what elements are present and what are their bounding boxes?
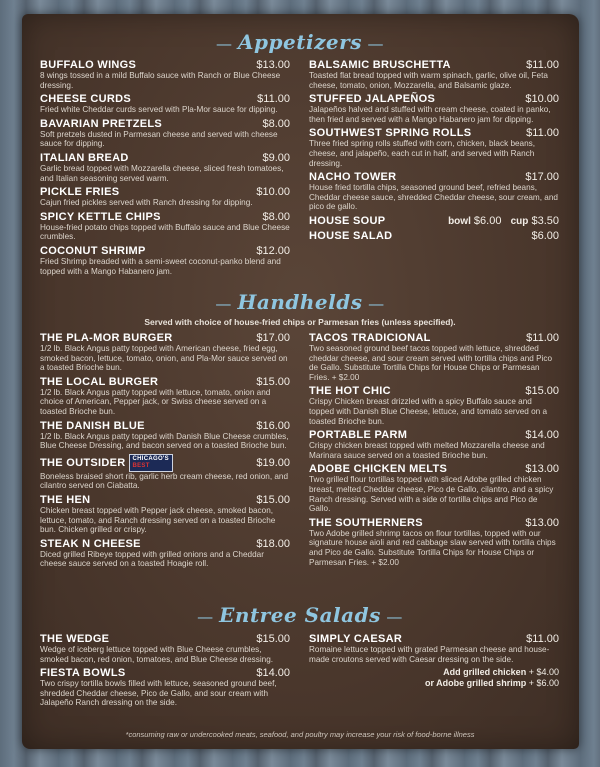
- item-description: Two Adobe grilled shrimp tacos on flour tortillas, topped with our signature house aioli and red cabbage slaw served with tortilla chips and Pico de Gallo. Substitute Tortilla Chips for House Chips or Parmesan Fries. + $2.00: [309, 528, 556, 567]
- item-price: $11.00: [526, 332, 559, 344]
- item-description: Three fried spring rolls stuffed with corn, chicken, black beans, cheese, and jalapeño, each cut in half, and served with Ranch dressing.: [309, 139, 536, 168]
- item-name: [309, 463, 447, 475]
- item-name: [40, 420, 145, 432]
- menu-item: [40, 454, 290, 491]
- item-price: $11.00: [526, 59, 559, 71]
- item-description: Soft pretzels dusted in Parmesan cheese and served with cheese sauce for dipping.: [40, 129, 278, 149]
- item-name-text: PICKLE FRIES: [40, 186, 120, 199]
- item-name: [40, 494, 90, 506]
- item-name: [40, 93, 131, 105]
- menu-item: [40, 211, 290, 242]
- item-name-text: STUFFED JALAPEÑOS: [309, 93, 436, 106]
- item-name-text: ITALIAN BREAD: [40, 151, 129, 164]
- item-name: [309, 633, 402, 645]
- item-name-text: BUFFALO WINGS: [40, 59, 137, 71]
- item-price: $14.00: [525, 429, 559, 442]
- item-name-text: SPICY KETTLE CHIPS: [40, 210, 161, 223]
- menu-item: [40, 186, 290, 208]
- item-description: Toasted flat bread topped with warm spinach, garlic, olive oil, Feta cheese, tomato, onion, Mozzarella, and Balsamic glaze.: [309, 71, 548, 90]
- item-description: Fried Shrimp breaded with a semi-sweet coconut-panko blend and topped with a Mango Habanero jam.: [40, 256, 281, 276]
- addon-chicken-label: Add grilled chicken: [443, 667, 527, 678]
- menu-item: [309, 429, 559, 460]
- item-description: Two seasoned ground beef tacos topped with lettuce, shredded cheddar cheese, and sour cream served with tortilla chips and Pico de Gallo. Substitute Tortilla Chips for House Chips or Parmesan Fries. + $2.00: [309, 344, 553, 382]
- item-description: 1/2 lb. Black Angus patty topped with American cheese, fried egg, smoked bacon, lettuce, tomato, onion, and Pla-Mor sauce served on a toasted Brioche bun.: [40, 344, 288, 373]
- cup-price: $3.50: [531, 214, 559, 227]
- salads-heading: — Entree Salads —: [197, 603, 403, 627]
- item-name: [40, 376, 158, 388]
- menu-item: [40, 152, 290, 183]
- item-name: [309, 93, 435, 105]
- item-price: $8.00: [262, 210, 290, 223]
- item-name-text: CHEESE CURDS: [40, 93, 132, 106]
- item-description: 8 wings tossed in a mild Buffalo sauce with Ranch or Blue Cheese dressing.: [40, 71, 281, 90]
- handhelds-heading: — Handhelds —: [215, 290, 385, 314]
- salad-addons: [309, 667, 559, 689]
- item-price: $14.00: [256, 667, 290, 680]
- handhelds-left-column: [40, 332, 290, 572]
- item-name-text: THE HEN: [40, 493, 91, 506]
- soup-prices: [448, 215, 559, 227]
- menu-item: [40, 59, 290, 90]
- item-name-text: SIMPLY CAESAR: [309, 633, 403, 645]
- menu-item: [309, 215, 559, 227]
- item-name: [309, 517, 423, 529]
- menu-item: [309, 230, 559, 242]
- menu-item: [40, 667, 290, 708]
- menu-item: [40, 118, 290, 149]
- menu-item: [309, 633, 559, 664]
- item-price: $17.00: [525, 171, 559, 184]
- item-name-text: THE SOUTHERNERS: [309, 516, 423, 529]
- item-price: $19.00: [256, 456, 290, 469]
- item-price: $8.00: [262, 117, 290, 130]
- menu-item: [40, 93, 290, 115]
- item-name: [40, 633, 109, 645]
- menu-item: [309, 385, 559, 426]
- item-description: Garlic bread topped with Mozzarella cheese, sliced fresh tomatoes, and Italian seasoning served warm.: [40, 163, 284, 183]
- bowl-label: bowl: [448, 215, 471, 227]
- menu-item: [309, 59, 559, 90]
- item-name: [309, 385, 391, 397]
- item-name: [40, 186, 119, 198]
- addon-shrimp-price: + $6.00: [528, 678, 559, 689]
- item-name: HOUSE SOUP: [309, 214, 386, 227]
- menu-item: [40, 376, 290, 417]
- item-description: Wedge of iceberg lettuce topped with Blue Cheese crumbles, smoked bacon, red onion, tomatoes, and Blue Cheese dressing.: [40, 645, 274, 664]
- item-description: Jalapeños halved and stuffed with cream cheese, coated in panko, then fried and served with a Mango Habanero jam for dipping.: [309, 105, 551, 124]
- menu-item: [40, 538, 290, 569]
- item-description: House-fried potato chips topped with Buffalo sauce and Blue Cheese crumbles.: [40, 222, 290, 242]
- item-price: $10.00: [525, 93, 559, 106]
- item-description: 1/2 lb. Black Angus patty topped with lettuce, tomato, onion and choice of American, Pepper jack, or Swiss cheese served on a toasted Brioche bun.: [40, 387, 271, 416]
- appetizers-right-column: [309, 59, 559, 245]
- item-price: $15.00: [256, 633, 290, 645]
- menu-item: [40, 420, 290, 451]
- chicagos-best-badge: [129, 454, 173, 472]
- food-safety-disclaimer: *consuming raw or undercooked meats, seafood, and poultry may increase your risk of food-borne illness: [125, 730, 475, 739]
- bowl-price: $6.00: [473, 214, 502, 227]
- item-name: [309, 429, 407, 441]
- menu-item: [309, 517, 559, 567]
- item-name-text: NACHO TOWER: [309, 171, 397, 184]
- item-name-text: THE HOT CHIC: [309, 385, 391, 398]
- item-name: [40, 211, 161, 223]
- item-name: [309, 171, 396, 183]
- item-name: [40, 59, 136, 71]
- item-name: HOUSE SALAD: [309, 229, 393, 242]
- item-name: [40, 332, 173, 344]
- menu-item: [309, 171, 559, 212]
- item-price: $9.00: [262, 151, 290, 164]
- item-description: Crispy Chicken breast drizzled with a spicy Buffalo sauce and topped with Danish Blue Cheese, lettuce, and tomato served on a toasted Brioche bun.: [309, 397, 548, 426]
- item-description: Fried white Cheddar curds served with Pla-Mor sauce for dipping.: [40, 105, 278, 115]
- menu-item: [40, 494, 290, 535]
- item-description: Romaine lettuce topped with grated Parmesan cheese and house-made croutons served with Caesar dressing on the side.: [309, 645, 550, 664]
- item-price: $11.00: [526, 633, 559, 645]
- item-price: $17.00: [256, 332, 290, 344]
- item-name-text: THE WEDGE: [40, 633, 110, 645]
- handhelds-title: Handhelds: [237, 290, 363, 314]
- item-description: Two crispy tortilla bowls filled with lettuce, seasoned ground beef, shredded Cheddar cheese, Pico de Gallo, and sour cream with Jalapeño Ranch dressing on the side.: [40, 679, 277, 708]
- badge-top-text: CHICAGO'S: [132, 455, 169, 462]
- menu-item: [40, 245, 290, 276]
- item-description: Chicken breast topped with Pepper jack cheese, smoked bacon, lettuce, tomato, and Ranch dressing served on a toasted Brioche bun. Chicken grilled or crispy.: [40, 505, 276, 535]
- item-price: $12.00: [256, 244, 290, 257]
- item-name: [309, 127, 471, 139]
- item-name-text: BALSAMIC BRUSCHETTA: [309, 59, 451, 71]
- item-price: $11.00: [257, 93, 290, 106]
- item-name: [309, 59, 451, 71]
- item-name: [40, 118, 162, 130]
- item-name-text: ADOBE CHICKEN MELTS: [309, 463, 448, 476]
- item-price: $15.00: [256, 375, 290, 388]
- item-price: $6.00: [531, 229, 559, 242]
- appetizers-title: Appetizers: [238, 30, 362, 54]
- item-price: $10.00: [256, 186, 290, 199]
- item-name-text: TACOS TRADICIONAL: [309, 332, 431, 344]
- item-price: $15.00: [525, 385, 559, 398]
- item-name: [40, 245, 146, 257]
- item-description: 1/2 lb. Black Angus patty topped with Danish Blue Cheese crumbles, Blue Cheese Dressing, and bacon served on a toasted Brioche bun.: [40, 431, 289, 451]
- badge-bottom-text: BEST: [132, 462, 150, 469]
- item-description: House fried tortilla chips, seasoned ground beef, refried beans, Cheddar cheese sauce, shredded Cheddar cheese, sour cream, and pico de gallo.: [309, 183, 558, 212]
- item-description: Crispy chicken breast topped with melted Mozzarella cheese and Marinara sauce served on a toasted Brioche bun.: [309, 441, 545, 460]
- addon-shrimp-label: or Adobe grilled shrimp: [425, 678, 527, 689]
- item-name-text: THE OUTSIDER: [40, 456, 126, 469]
- item-name-text: THE LOCAL BURGER: [40, 375, 159, 388]
- item-price: $15.00: [256, 493, 290, 506]
- item-price: $16.00: [256, 419, 290, 432]
- menu-item: [309, 332, 559, 382]
- item-description: Boneless braised short rib, garlic herb cream cheese, red onion, and cilantro served on Ciabatta.: [40, 471, 289, 491]
- addon-chicken-price: + $4.00: [528, 667, 559, 678]
- item-price: $13.00: [525, 516, 559, 529]
- salads-right-column: [309, 633, 559, 689]
- item-name-text: PORTABLE PARM: [309, 429, 408, 442]
- menu-item: [309, 463, 559, 513]
- menu-item: [309, 127, 559, 168]
- cup-label: cup: [510, 215, 529, 227]
- salads-left-column: [40, 633, 290, 711]
- appetizers-left-column: [40, 59, 290, 279]
- item-description: Diced grilled Ribeye topped with grilled onions and a Cheddar cheese sauce served on a toasted Hoagie roll.: [40, 549, 264, 569]
- item-name: [40, 152, 129, 164]
- menu-item: [40, 633, 290, 664]
- item-price: $13.00: [525, 463, 559, 476]
- item-name-text: THE DANISH BLUE: [40, 419, 145, 432]
- handhelds-right-column: [309, 332, 559, 570]
- item-name-text: THE PLA-MOR BURGER: [40, 332, 173, 344]
- menu-item: [40, 332, 290, 373]
- item-name: [40, 538, 141, 550]
- item-name-text: STEAK N CHEESE: [40, 537, 141, 550]
- handhelds-subtitle: Served with choice of house-fried chips or Parmesan fries (unless specified).: [144, 317, 456, 327]
- item-price: $11.00: [526, 127, 559, 140]
- item-name: [40, 667, 125, 679]
- item-name-text: FIESTA BOWLS: [40, 667, 126, 680]
- menu-item: [309, 93, 559, 124]
- salads-title: Entree Salads: [219, 603, 381, 627]
- item-description: Two grilled flour tortillas topped with sliced Adobe grilled chicken breast, melted Cheddar cheese, Pico de Gallo, cilantro, and a spicy Ranch dressing. Served with a side of tortilla chips and Pico de Gallo.: [309, 475, 554, 514]
- item-name-text: COCONUT SHRIMP: [40, 244, 146, 257]
- appetizers-heading: — Appetizers —: [215, 30, 385, 54]
- item-name-text: SOUTHWEST SPRING ROLLS: [309, 127, 472, 140]
- item-price: $13.00: [256, 59, 290, 71]
- item-name-text: BAVARIAN PRETZELS: [40, 117, 163, 130]
- item-name: [309, 332, 431, 344]
- item-name: [40, 454, 173, 472]
- item-price: $18.00: [256, 537, 290, 550]
- item-description: Cajun fried pickles served with Ranch dressing for dipping.: [40, 198, 253, 208]
